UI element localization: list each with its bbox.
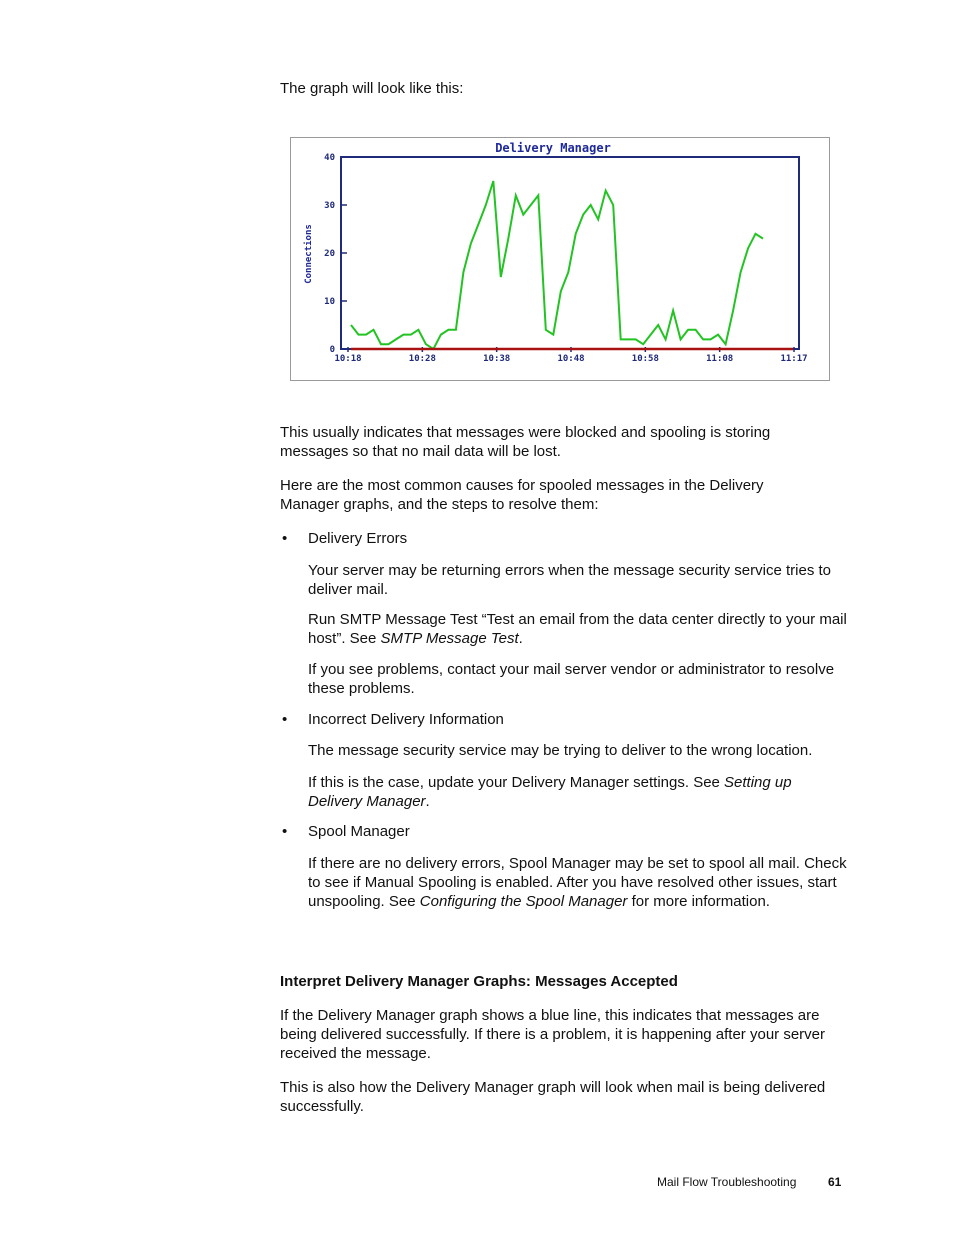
y-tick-label: 30 <box>324 201 335 211</box>
paragraph-blue-line: If the Delivery Manager graph shows a blue line, this indicates that messages are being delivered successfully. If there is a problem, it is happening after your server received the message. <box>280 1007 825 1062</box>
incorrect-delivery-desc: The message security service may be trying to deliver to the wrong location. <box>308 742 813 759</box>
connections-series-line <box>351 181 763 349</box>
x-tick-label: 10:18 <box>334 354 362 364</box>
delivery-errors-contact: If you see problems, contact your mail server vendor or administrator to resolve these problems. <box>308 661 835 697</box>
spool-end: for more information. <box>627 893 770 910</box>
bullet-spool-manager: Spool Manager <box>308 823 410 840</box>
y-tick-label: 40 <box>324 153 335 163</box>
configuring-spool-manager-link[interactable]: Configuring the Spool Manager <box>419 893 628 910</box>
delivery-errors-desc: Your server may be returning errors when the message security service tries to deliver mail. <box>308 562 832 598</box>
chart-y-axis-label: Connections <box>304 224 314 284</box>
x-tick-label: 10:38 <box>483 354 511 364</box>
chart-y-ticks <box>324 153 347 355</box>
y-tick-label: 10 <box>324 297 335 307</box>
paragraph-spooling: This usually indicates that messages were blocked and spooling is storing messages so that no mail data will be lost. <box>280 424 771 460</box>
spool-text: If there are no delivery errors, Spool Manager may be set to spool all mail. Check to see if Manual Spooling is enabled. After you have resolved other issues, start unspooling. See <box>308 855 847 910</box>
x-tick-label: 10:48 <box>557 354 585 364</box>
chart-series <box>351 181 793 349</box>
x-tick-label: 11:17 <box>780 354 808 364</box>
delivery-errors-smtp-test <box>308 610 848 648</box>
footer-section-title: Mail Flow Troubleshooting <box>657 1175 797 1189</box>
y-tick-label: 0 <box>329 345 335 355</box>
bullet-delivery-errors: Delivery Errors <box>308 530 408 547</box>
smtp-test-link[interactable]: SMTP Message Test <box>380 630 519 647</box>
paragraph-common-causes: Here are the most common causes for spooled messages in the Delivery Manager graphs, and the steps to resolve them: <box>280 477 764 513</box>
bullet-marker: • <box>282 711 288 728</box>
spool-manager-desc <box>308 854 848 911</box>
bullet-marker: • <box>282 823 288 840</box>
footer-page-number: 61 <box>828 1175 842 1189</box>
delivery-manager-chart <box>290 137 830 381</box>
settings-end: . <box>425 793 430 810</box>
x-tick-label: 10:28 <box>408 354 436 364</box>
chart-title: Delivery Manager <box>495 141 611 155</box>
incorrect-delivery-settings <box>308 773 848 811</box>
bullet-incorrect-delivery: Incorrect Delivery Information <box>308 711 504 728</box>
y-tick-label: 20 <box>324 249 335 259</box>
smtp-test-text: Run SMTP Message Test “Test an email from the data center directly to your mail host”. See <box>308 611 847 647</box>
paragraph-delivered-successfully: This is also how the Delivery Manager graph will look when mail is being delivered successfully. <box>280 1079 826 1115</box>
chart-canvas <box>291 138 829 380</box>
settings-text: If this is the case, update your Delivery Manager settings. See <box>308 774 725 791</box>
section-heading: Interpret Delivery Manager Graphs: Messages Accepted <box>280 973 678 990</box>
setting-up-delivery-manager-link[interactable]: Setting up Delivery Manager <box>308 774 792 810</box>
smtp-test-end: . <box>518 630 523 647</box>
x-tick-label: 11:08 <box>706 354 734 364</box>
x-tick-label: 10:58 <box>631 354 659 364</box>
intro-text: The graph will look like this: <box>280 80 464 97</box>
bullet-marker: • <box>282 530 288 547</box>
